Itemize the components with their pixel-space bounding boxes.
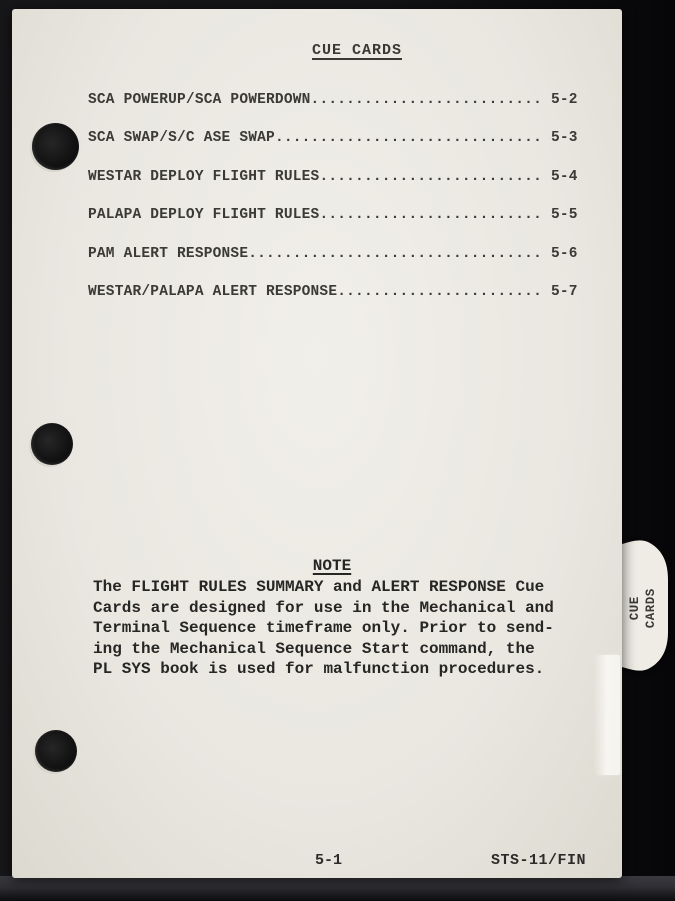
note-line: Terminal Sequence timeframe only. Prior to send- — [93, 619, 554, 638]
punch-hole-bottom — [35, 730, 77, 772]
document-page — [12, 9, 622, 878]
page-title: CUE CARDS — [311, 42, 402, 59]
table-of-contents — [88, 93, 578, 323]
toc-entry — [88, 170, 578, 208]
toc-leader: .............................. — [274, 130, 542, 147]
toc-leader: ......................... — [319, 168, 542, 185]
toc-page-number: 5-4 — [550, 168, 578, 185]
toc-entry — [88, 131, 578, 169]
index-tab-line1: CUE — [627, 595, 642, 621]
toc-page-number: 5-2 — [550, 92, 578, 108]
note-line: Cards are designed for use in the Mechanical and — [93, 598, 554, 617]
toc-entry — [88, 208, 578, 246]
note-line: PL SYS book is used for malfunction procedures. — [93, 660, 545, 679]
toc-entry-label: SCA SWAP/S/C ASE SWAP — [88, 130, 275, 147]
punch-hole-middle — [31, 423, 73, 465]
toc-entry-label: SCA POWERUP/SCA POWERDOWN — [88, 92, 311, 108]
index-tab-label — [620, 560, 666, 656]
note-heading: NOTE — [312, 557, 352, 575]
note-block — [93, 557, 571, 680]
toc-entry — [88, 285, 578, 323]
footer-page-number: 5-1 — [315, 852, 343, 869]
toc-page-number: 5-5 — [550, 207, 578, 224]
index-tab-line2: CARDS — [643, 587, 658, 629]
note-line: ing the Mechanical Sequence Start command, the — [93, 639, 535, 658]
toc-entry-label: WESTAR DEPLOY FLIGHT RULES — [88, 168, 320, 185]
toc-entry-label: WESTAR/PALAPA ALERT RESPONSE — [88, 283, 338, 300]
toc-leader: ......................... — [319, 207, 542, 224]
toc-leader: ................................. — [248, 245, 542, 262]
punch-hole-top — [32, 123, 79, 170]
toc-entry-label: PALAPA DEPLOY FLIGHT RULES — [88, 207, 320, 224]
desk-edge-highlight — [0, 876, 675, 901]
toc-page-number: 5-7 — [550, 283, 578, 300]
toc-page-number: 5-6 — [550, 245, 578, 262]
tape-strip — [596, 655, 620, 775]
toc-entry — [88, 93, 578, 131]
toc-page-number: 5-3 — [550, 130, 578, 147]
footer-doc-id: STS-11/FIN — [490, 852, 586, 869]
toc-entry-label: PAM ALERT RESPONSE — [88, 245, 249, 262]
toc-entry — [88, 247, 578, 285]
note-line: The FLIGHT RULES SUMMARY and ALERT RESPONSE Cue — [93, 578, 545, 596]
toc-leader: ....................... — [337, 283, 542, 300]
toc-leader: .......................... — [310, 92, 542, 108]
